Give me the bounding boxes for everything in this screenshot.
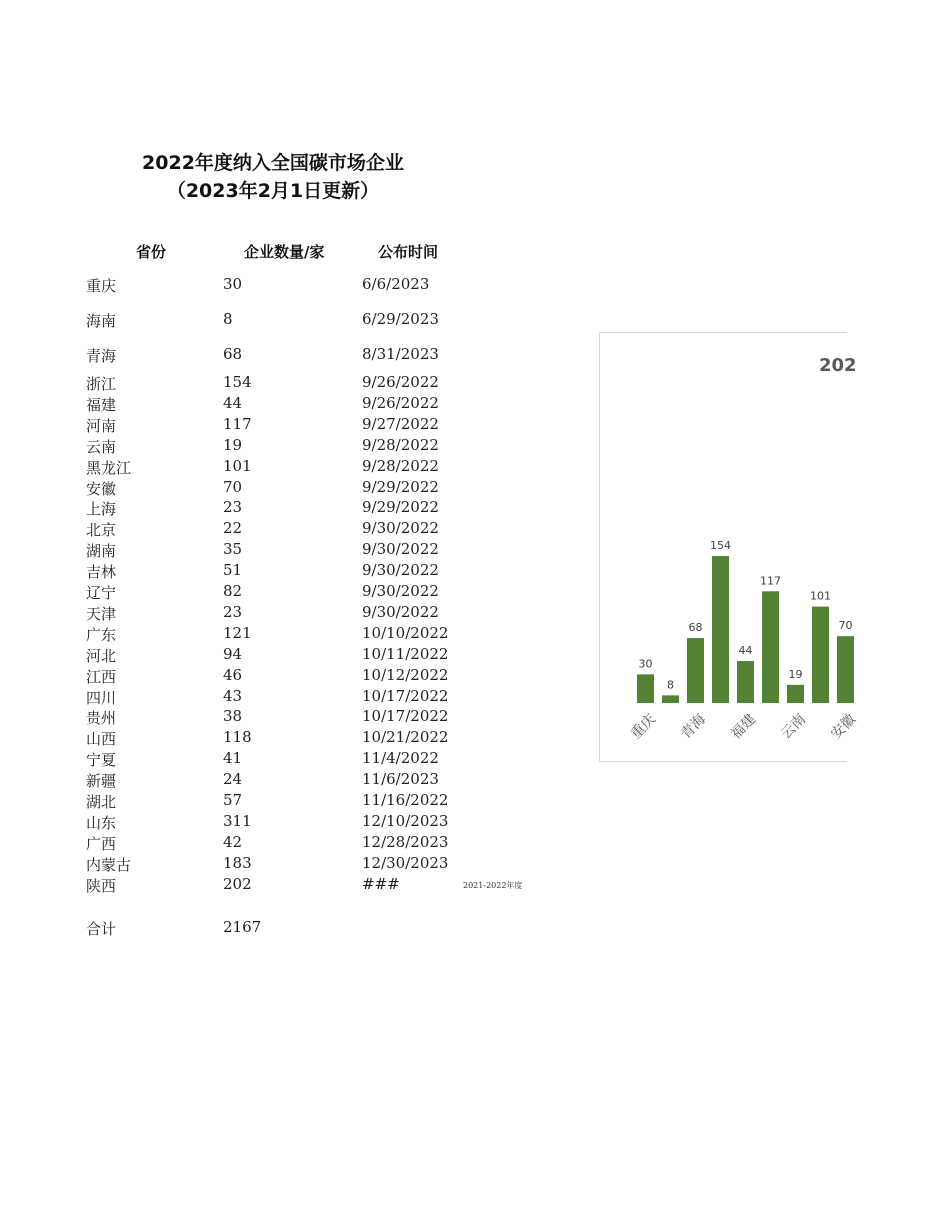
- data-label: 30: [638, 657, 653, 671]
- table-row[interactable]: [0, 624, 520, 644]
- province-cell: 重庆: [86, 277, 117, 295]
- count-cell: 57: [223, 791, 243, 809]
- header-date: 公布时间: [378, 243, 439, 261]
- count-cell: 41: [223, 749, 243, 768]
- province-cell: 辽宁: [86, 584, 117, 602]
- category-label: 福建: [727, 711, 760, 743]
- province-cell: 江西: [86, 667, 117, 686]
- count-cell: 311: [223, 811, 252, 830]
- date-cell: 6/6/2023: [362, 275, 430, 293]
- province-cell: 青海: [86, 347, 117, 365]
- province-cell: 四川: [86, 688, 117, 707]
- date-cell: 12/10/2023: [362, 811, 449, 830]
- count-cell: 23: [223, 602, 243, 621]
- table-row[interactable]: [0, 833, 520, 853]
- chart-container[interactable]: [599, 332, 860, 762]
- category-label: 安徽: [827, 711, 860, 743]
- province-cell: 安徽: [86, 479, 117, 498]
- date-cell: 9/29/2022: [362, 498, 439, 517]
- data-label: 117: [760, 574, 781, 588]
- count-cell: 51: [223, 561, 243, 580]
- page-title: 2022年度纳入全国碳市场企业: [142, 152, 404, 174]
- header-province: 省份: [136, 243, 167, 261]
- count-cell: 118: [223, 728, 252, 747]
- total-label: 合计: [86, 920, 117, 938]
- total-row[interactable]: [0, 918, 520, 938]
- data-label: 44: [738, 644, 753, 657]
- bar: [787, 685, 804, 703]
- province-cell: 湖北: [86, 793, 117, 811]
- count-cell: 24: [223, 770, 243, 789]
- count-cell: 43: [223, 686, 243, 705]
- bar: [762, 591, 779, 703]
- data-label: 68: [688, 621, 703, 635]
- table-row[interactable]: [0, 791, 520, 811]
- table-row[interactable]: [0, 519, 520, 539]
- count-cell: 202: [223, 874, 252, 893]
- bar: [837, 636, 854, 703]
- province-cell: 海南: [86, 312, 117, 330]
- date-cell: 9/26/2022: [362, 373, 439, 391]
- table-row[interactable]: [0, 561, 520, 581]
- date-cell: 9/29/2022: [362, 477, 439, 496]
- province-cell: 贵州: [86, 709, 117, 728]
- province-cell: 黑龙江: [86, 458, 132, 477]
- count-cell: 117: [223, 414, 252, 433]
- table-row[interactable]: [0, 498, 520, 518]
- date-cell: 9/30/2022: [362, 602, 439, 621]
- table-row[interactable]: [0, 373, 520, 393]
- province-cell: 山东: [86, 813, 117, 832]
- table-row[interactable]: [0, 478, 520, 498]
- table-row[interactable]: [0, 415, 520, 435]
- date-cell: 9/28/2022: [362, 456, 439, 475]
- count-cell: 121: [223, 623, 252, 642]
- category-label: 重庆: [627, 711, 660, 743]
- province-cell: 吉林: [86, 563, 117, 582]
- data-label: 154: [710, 539, 731, 552]
- date-cell: 11/6/2023: [362, 770, 439, 789]
- date-cell: 9/30/2022: [362, 582, 439, 600]
- province-cell: 广西: [86, 834, 117, 853]
- province-cell: 陕西: [86, 876, 117, 895]
- page-subtitle: （2023年2月1日更新）: [166, 180, 380, 202]
- table-row[interactable]: [0, 687, 520, 707]
- count-cell: 23: [223, 498, 243, 517]
- count-cell: 19: [223, 435, 243, 454]
- table-row[interactable]: [0, 436, 520, 456]
- date-cell: 11/16/2022: [362, 791, 449, 809]
- date-cell: 10/10/2022: [362, 623, 449, 642]
- count-cell: 8: [223, 310, 233, 328]
- table-row[interactable]: [0, 603, 520, 623]
- date-cell: 10/21/2022: [362, 728, 449, 747]
- count-cell: 82: [223, 582, 243, 600]
- data-label: 19: [788, 667, 803, 681]
- count-cell: 38: [223, 707, 243, 726]
- table-row[interactable]: [0, 666, 520, 686]
- date-cell: 9/30/2022: [362, 540, 439, 559]
- date-cell: 8/31/2023: [362, 345, 439, 363]
- table-row[interactable]: [0, 582, 520, 602]
- data-label: 70: [838, 619, 853, 633]
- count-cell: 101: [223, 456, 252, 475]
- date-cell: 9/28/2022: [362, 435, 439, 454]
- data-label: 101: [810, 589, 831, 603]
- table-row[interactable]: [0, 812, 520, 832]
- table-row[interactable]: [0, 275, 520, 295]
- table-row[interactable]: [0, 645, 520, 665]
- province-cell: 上海: [86, 500, 117, 519]
- table-row[interactable]: [0, 540, 520, 560]
- table-row[interactable]: [0, 854, 520, 874]
- date-cell: 10/17/2022: [362, 707, 449, 726]
- province-cell: 北京: [86, 521, 117, 540]
- table-row[interactable]: [0, 394, 520, 414]
- table-row[interactable]: [0, 345, 520, 365]
- count-cell: 154: [223, 373, 252, 391]
- province-cell: 河南: [86, 416, 117, 435]
- bar: [812, 607, 829, 703]
- header-count: 企业数量/家: [244, 243, 325, 261]
- category-label: 云南: [777, 711, 810, 743]
- table-row[interactable]: [0, 770, 520, 790]
- count-cell: 183: [223, 853, 252, 872]
- province-cell: 福建: [86, 395, 117, 414]
- table-row[interactable]: [0, 874, 523, 895]
- count-cell: 42: [223, 832, 243, 851]
- bar: [637, 674, 654, 703]
- date-cell: 9/30/2022: [362, 519, 439, 538]
- table-row[interactable]: [0, 749, 520, 769]
- data-label: 8: [667, 678, 674, 692]
- count-cell: 46: [223, 665, 243, 684]
- province-cell: 天津: [86, 604, 117, 623]
- province-cell: 山西: [86, 730, 117, 749]
- note-cell: 2021-2022年度: [463, 881, 523, 890]
- province-cell: 新疆: [86, 772, 117, 791]
- province-cell: 浙江: [86, 375, 117, 393]
- category-label: 青海: [677, 711, 710, 743]
- date-cell: 6/29/2023: [362, 310, 439, 328]
- date-cell: 12/30/2023: [362, 853, 449, 872]
- bar: [737, 661, 754, 703]
- table-row[interactable]: [0, 728, 520, 748]
- date-cell: 11/4/2022: [362, 749, 439, 768]
- count-cell: 30: [223, 275, 243, 293]
- date-cell: 10/17/2022: [362, 686, 449, 705]
- province-cell: 河北: [86, 646, 117, 665]
- count-cell: 44: [223, 393, 243, 412]
- date-cell: 10/11/2022: [362, 644, 449, 663]
- province-cell: 湖南: [86, 542, 117, 561]
- province-cell: 内蒙古: [86, 855, 132, 874]
- chart-title: 202: [819, 355, 857, 376]
- bar: [687, 638, 704, 703]
- date-cell: 12/28/2023: [362, 832, 449, 851]
- count-cell: 94: [223, 644, 243, 663]
- date-cell: 9/30/2022: [362, 561, 439, 580]
- bar: [712, 556, 729, 703]
- province-cell: 云南: [86, 437, 117, 456]
- date-cell: 9/27/2022: [362, 414, 439, 433]
- date-cell: 10/12/2022: [362, 665, 449, 684]
- count-cell: 70: [223, 477, 243, 496]
- table-row[interactable]: [0, 310, 520, 330]
- table-row[interactable]: [0, 707, 520, 727]
- count-cell: 22: [223, 519, 243, 538]
- province-cell: 宁夏: [86, 751, 117, 770]
- bar: [662, 695, 679, 703]
- count-cell: 68: [223, 345, 243, 363]
- table-row[interactable]: [0, 457, 520, 477]
- date-cell: ###: [362, 874, 400, 893]
- count-cell: 35: [223, 540, 243, 559]
- date-cell: 9/26/2022: [362, 393, 439, 412]
- bar-chart: [600, 333, 860, 761]
- province-cell: 广东: [86, 625, 117, 644]
- total-value: 2167: [223, 918, 262, 936]
